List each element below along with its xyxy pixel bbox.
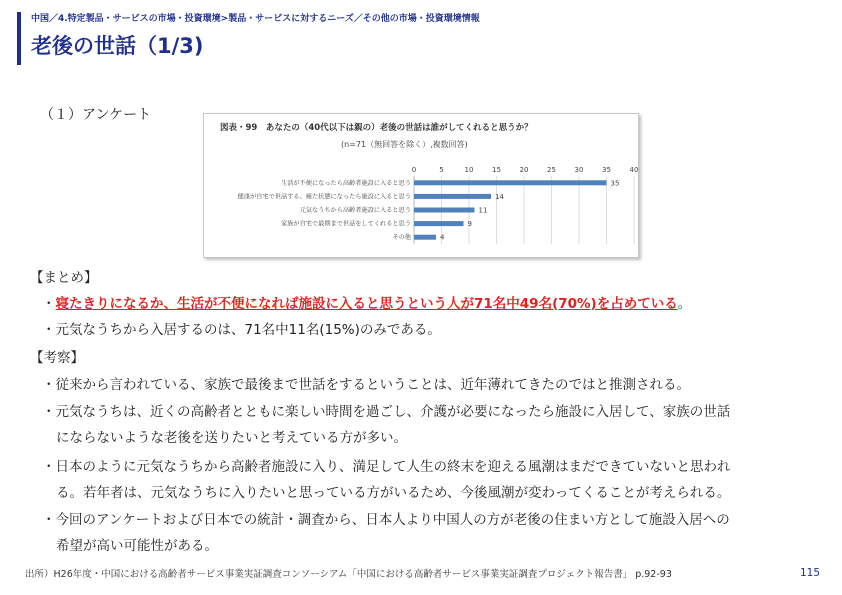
chart-bar xyxy=(414,235,436,240)
chart-x-tick: 10 xyxy=(464,166,474,174)
analysis-bullet-1: ・従来から言われている、家族で最後まで世話をするということは、近年薄れてきたのではと推測される。 xyxy=(42,377,690,393)
chart-value-label: 4 xyxy=(440,233,445,242)
analysis-bullet-3-cont: る。若年者は、元気なうちに入りたいと思っている方がいるため、今後風潮が変わってくることが考えられる。 xyxy=(56,485,731,501)
chart-bars xyxy=(414,180,607,239)
analysis-bullet-2: ・元気なうちは、近くの高齢者とともに楽しい時間を過ごし、介護が必要になったら施設に入居して、家族の世話 xyxy=(42,404,731,420)
chart-value-label: 35 xyxy=(610,179,620,188)
chart-categories xyxy=(238,179,411,241)
page-number: 115 xyxy=(800,567,821,579)
chart-category-label: 健康が自宅で世話する、痛た状態になったら施設に入ると思う xyxy=(237,193,411,201)
chart-bar xyxy=(414,194,491,199)
summary-highlight: 寝たきりになるか、生活が不便になれば施設に入ると思うという人が71名中49名(70%)を占めている xyxy=(55,296,678,312)
analysis-bullet-3: ・日本のように元気なうちから高齢者施設に入り、満足して人生の終末を迎える風潮はまだできていないと思われ xyxy=(42,459,731,475)
chart-x-ticks xyxy=(412,166,638,174)
summary-bullet-1-end: 。 xyxy=(677,296,692,312)
survey-chart xyxy=(203,113,639,258)
chart-category-label: その他 xyxy=(392,234,411,242)
chart-x-tick: 30 xyxy=(574,166,584,174)
source-footer: 出所）H26年度・中国における高齢者サービス事業実証調査コンソーシアム「中国における高齢者サービス事業実証調査プロジェクト報告書」 p.92-93 xyxy=(25,569,672,580)
header-accent-bar xyxy=(17,12,21,65)
chart-bar xyxy=(414,208,475,213)
chart-x-tick: 0 xyxy=(411,166,417,174)
summary-bullet-2: ・元気なうちから入居するのは、71名中11名(15%)のみである。 xyxy=(42,322,441,338)
chart-x-tick: 5 xyxy=(439,166,444,174)
chart-x-tick: 35 xyxy=(602,166,611,174)
breadcrumb: 中国／4.特定製品・サービスの市場・投資環境>製品・サービスに対するニーズ／その他の市場・投資環境情報 xyxy=(31,14,480,24)
chart-subtitle: (n=71（無回答を除く）,複数回答) xyxy=(341,140,468,149)
chart-category-label: 家族が自宅で最期まで世話をしてくれると思う xyxy=(281,220,411,228)
chart-category-label: 生活が不便になったら高齢者施設に入ると思う xyxy=(281,179,411,187)
chart-bar xyxy=(414,180,607,185)
chart-x-tick: 15 xyxy=(492,166,501,174)
analysis-bullet-4-cont: 希望が高い可能性がある。 xyxy=(56,538,218,554)
analysis-bullet-2-cont: にならないような老後を送りたいと考えている方が多い。 xyxy=(56,430,407,446)
chart-value-label: 9 xyxy=(467,220,472,229)
page-title: 老後の世話（1/3) xyxy=(31,34,204,58)
chart-x-tick: 40 xyxy=(629,166,638,174)
chart-bar xyxy=(414,221,464,226)
chart-value-label: 14 xyxy=(495,192,504,201)
chart-x-tick: 25 xyxy=(547,166,556,174)
chart-category-label: 元気なうちから高齢者施設に入ると思う xyxy=(299,207,411,214)
summary-bullet-1: ・寝たきりになるか、生活が不便になれば施設に入ると思うという人が71名中49名(70%)を占めている。 xyxy=(42,296,692,312)
analysis-bullet-4: ・今回のアンケートおよび日本での統計・調査から、日本人より中国人の方が老後の住まい方として施設入居への xyxy=(42,512,730,528)
chart-title: 図表・99 あなたの（40代以下は親の）老後の世話は誰がしてくれると思うか？ xyxy=(220,123,533,133)
summary-heading: 【まとめ】 xyxy=(30,270,98,286)
section-label: （１）アンケート xyxy=(40,107,152,123)
chart-x-tick: 20 xyxy=(519,166,529,174)
chart-value-label: 11 xyxy=(478,206,488,215)
chart-canvas xyxy=(204,114,638,257)
analysis-heading: 【考察】 xyxy=(30,350,84,366)
